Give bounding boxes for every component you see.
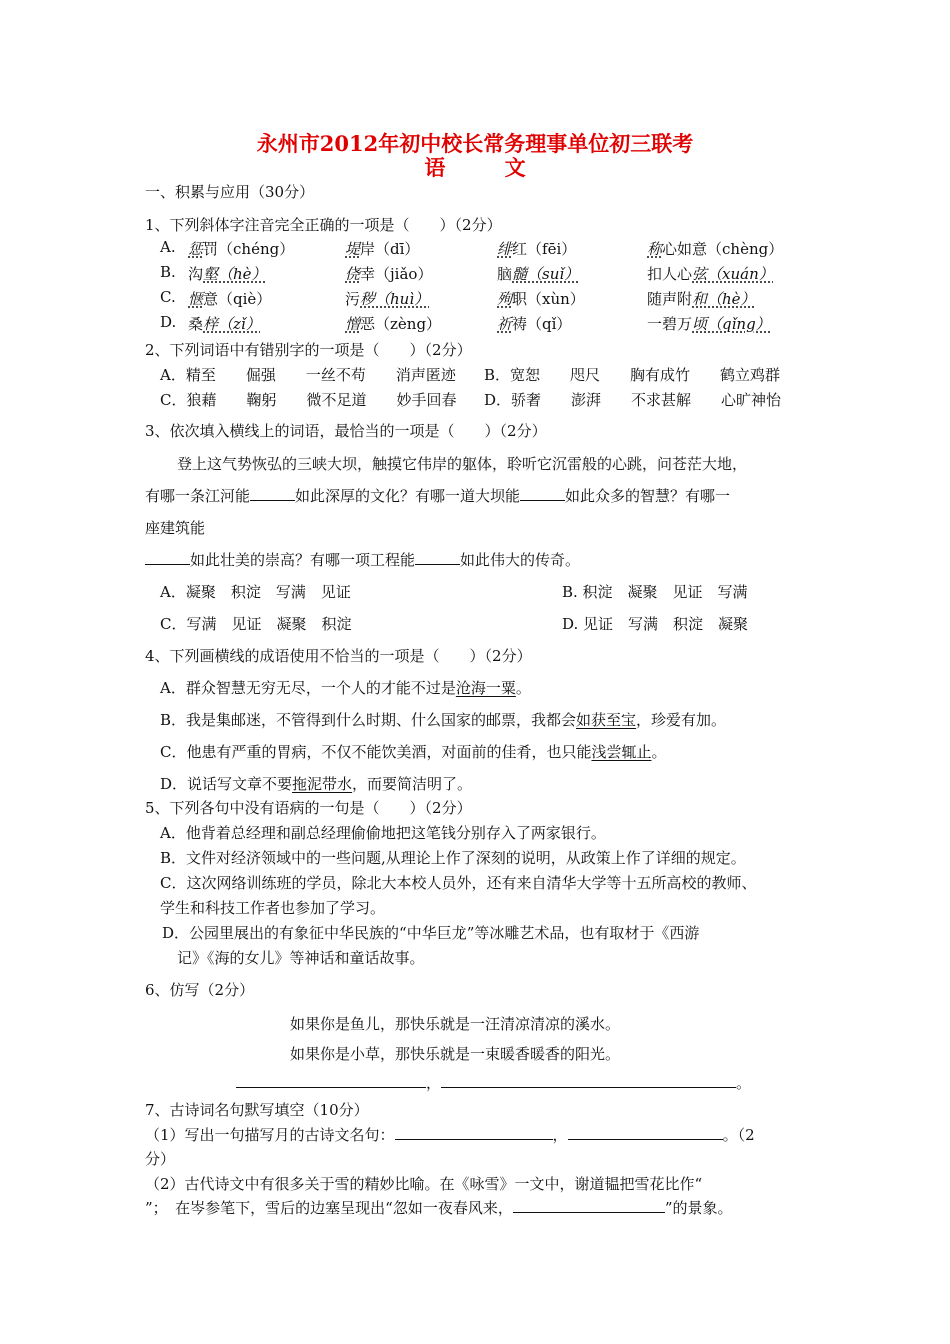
question-7-part-2-cont: ”； 在岑参笔下，雪后的边塞呈现出“忽如一夜春风来， ”的景象。	[145, 1199, 733, 1217]
question-3-option-d: D. 见证 写满 积淀 凝聚	[562, 615, 749, 633]
question-4-option-d: D．说话写文章不要拖泥带水，而要简洁明了。	[160, 775, 473, 793]
page-title: 永州市2012年初中校长常务理事单位初三联考	[256, 131, 694, 156]
question-4-stem: 4、下列画横线的成语使用不恰当的一项是（ ）（2分）	[145, 647, 532, 665]
answer-blank[interactable]	[236, 1073, 426, 1088]
question-5-option-a: A．他背着总经理和副总经理偷偷地把这笔钱分别存入了两家银行。	[160, 824, 606, 842]
question-5-option-c-cont: 学生和科技工作者也参加了学习。	[160, 899, 386, 917]
question-7-stem: 7、古诗词名句默写填空（10分）	[145, 1101, 369, 1119]
question-5-option-d: D．公园里展出的有象征中华民族的“中华巨龙”等冰雕艺术品，也有取材于《西游	[162, 924, 700, 942]
question-3-option-a: A．凝聚 积淀 写满 见证	[160, 583, 351, 601]
question-7-part-1: （1）写出一句描写月的古诗文名句： ， 。（2	[145, 1126, 755, 1144]
fill-blank[interactable]	[145, 550, 190, 565]
question-5-option-b: B．文件对经济领域中的一些问题,从理论上作了深刻的说明，从政策上作了详细的规定。	[160, 849, 746, 867]
answer-blank[interactable]	[395, 1125, 553, 1140]
question-1-stem: 1、下列斜体字注音完全正确的一项是（ ）（2分）	[145, 216, 502, 234]
question-7-part-2: （2）古代诗文中有很多关于雪的精妙比喻。在《咏雪》一文中，谢道韫把雪花比作“	[145, 1175, 703, 1193]
question-5-option-d-cont: 记》《海的女儿》等神话和童话故事。	[177, 949, 425, 967]
question-5-stem: 5、下列各句中没有语病的一句是（ ）（2分）	[145, 799, 472, 817]
fill-blank[interactable]	[520, 486, 565, 501]
fill-blank[interactable]	[250, 486, 295, 501]
fill-blank[interactable]	[415, 550, 460, 565]
question-4-option-c: C．他患有严重的胃病，不仅不能饮美酒，对面前的佳肴，也只能浅尝辄止。	[160, 743, 667, 761]
question-6-stem: 6、仿写（2分）	[145, 981, 255, 999]
question-3-passage-line3: 座建筑能	[145, 519, 206, 537]
question-4-option-a: A．群众智慧无穷无尽，一个人的才能不过是沧海一粟。	[160, 679, 531, 697]
question-3-passage: 登上这气势恢弘的三峡大坝，触摸它伟岸的躯体，聆听它沉雷般的心跳，问苍茫大地，	[177, 455, 748, 473]
question-7-part-1-cont: 分）	[145, 1150, 176, 1168]
answer-blank[interactable]	[441, 1073, 736, 1088]
question-2-option-c: C．狼藉 鞠躬 微不足道 妙手回春	[160, 391, 457, 409]
question-2-option-d: D．骄奢 澎湃 不求甚解 心旷神怡	[484, 391, 782, 409]
subject-title: 语 文	[424, 155, 552, 180]
question-2-stem: 2、下列词语中有错别字的一项是（ ）（2分）	[145, 341, 472, 359]
question-3-passage-line4: 如此壮美的崇高？有哪一项工程能 如此伟大的传奇。	[145, 549, 580, 570]
section-heading: 一、积累与应用（30分）	[145, 183, 315, 201]
answer-blank[interactable]	[568, 1125, 723, 1140]
answer-blank[interactable]	[513, 1198, 665, 1213]
question-2-option-a: A．精至 倔强 一丝不苟 消声匿迹	[160, 366, 456, 384]
question-4-option-b: B．我是集邮迷，不管得到什么时期、什么国家的邮票，我都会如获至宝，珍爱有加。	[160, 711, 727, 729]
question-6-example-2: 如果你是小草，那快乐就是一束暖香暖香的阳光。	[290, 1045, 621, 1063]
question-5-option-c: C．这次网络训练班的学员，除北大本校人员外，还有来自清华大学等十五所高校的教师、	[160, 874, 757, 892]
question-6-answer-line: ， 。	[236, 1072, 751, 1093]
question-3-passage-line2: 有哪一条江河能 如此深厚的文化？有哪一道大坝能 如此众多的智慧？有哪一	[145, 487, 731, 505]
question-3-stem: 3、依次填入横线上的词语，最恰当的一项是（ ）（2分）	[145, 422, 547, 440]
question-3-option-c: C．写满 见证 凝聚 积淀	[160, 615, 352, 633]
question-2-option-b: B．宽恕 咫尺 胸有成竹 鹤立鸡群	[484, 366, 781, 384]
question-6-example-1: 如果你是鱼儿，那快乐就是一汪清凉清凉的溪水。	[290, 1015, 621, 1033]
question-3-option-b: B. 积淀 凝聚 见证 写满	[562, 583, 748, 601]
